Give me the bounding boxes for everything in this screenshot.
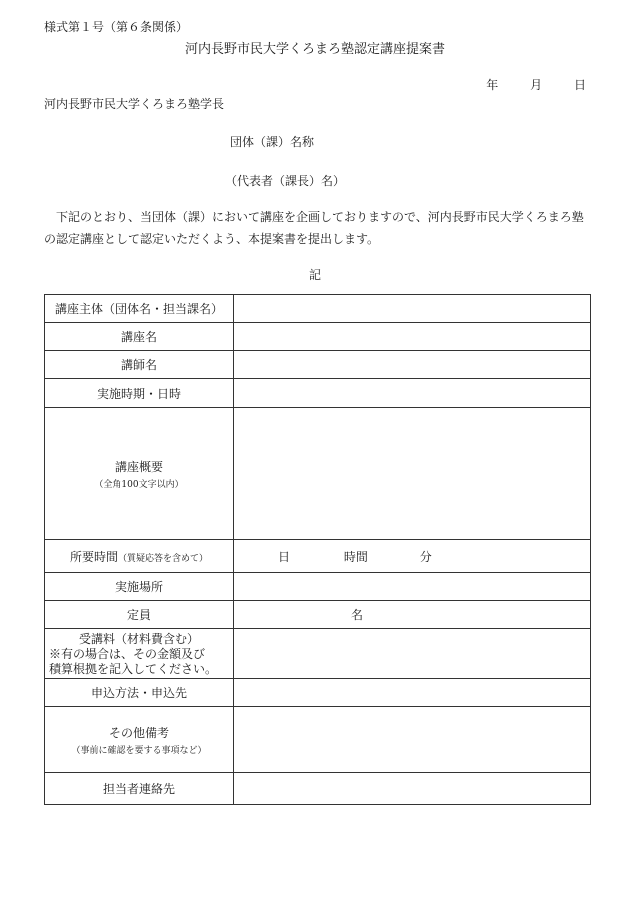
- table-row: [45, 629, 591, 679]
- table-row: [45, 707, 591, 773]
- table-row: [45, 408, 591, 540]
- lecturer-label: 講師名: [45, 351, 234, 379]
- fee-label: 受講料（材料費含む）: [78, 632, 199, 646]
- table-row: [45, 379, 591, 408]
- fee-note-line1: ※有の場合は、その金額及び: [49, 647, 206, 661]
- table-row: [45, 601, 591, 629]
- table-row: [45, 323, 591, 351]
- date-line: [458, 76, 586, 93]
- page-title: 河内長野市民大学くろまろ塾認定講座提案書: [184, 42, 445, 57]
- fee-label-cell: [45, 629, 234, 679]
- capacity-unit: 名: [351, 608, 364, 622]
- table-row: [45, 295, 591, 323]
- table-row: [45, 573, 591, 601]
- contact-label: 担当者連絡先: [45, 773, 234, 805]
- application-label: 申込方法・申込先: [45, 679, 234, 707]
- fee-field[interactable]: [234, 629, 591, 679]
- course-name-field[interactable]: [234, 323, 591, 351]
- addressee: 河内長野市民大学くろまろ塾学長: [44, 97, 225, 111]
- venue-field[interactable]: [234, 573, 591, 601]
- duration-min-label: 分: [419, 549, 432, 564]
- date-day-label: 日: [573, 78, 586, 92]
- period-field[interactable]: [234, 379, 591, 408]
- proposal-table: [44, 294, 591, 805]
- other-note: （事前に確認を要する事項など）: [71, 745, 207, 756]
- organizer-field[interactable]: [234, 295, 591, 323]
- other-field[interactable]: [234, 707, 591, 773]
- lecturer-field[interactable]: [234, 351, 591, 379]
- other-label: その他備考: [108, 725, 169, 740]
- representative-label: （代表者（課長）名）: [225, 174, 346, 188]
- summary-note: （全角100文字以内）: [94, 479, 184, 490]
- application-field[interactable]: [234, 679, 591, 707]
- summary-label: 講座概要: [114, 459, 163, 474]
- venue-label: 実施場所: [45, 573, 234, 601]
- table-row: [45, 351, 591, 379]
- date-month-label: 月: [530, 78, 543, 92]
- capacity-label: 定員: [45, 601, 234, 629]
- body-text: 下記のとおり、当団体（課）において講座を企画しておりますので、河内長野市民大学くろまろ塾の認定講座として認定いただくよう、本提案書を提出します。: [44, 210, 584, 246]
- organizer-label: 講座主体（団体名・担当課名）: [45, 295, 234, 323]
- table-row: [45, 679, 591, 707]
- course-name-label: 講座名: [45, 323, 234, 351]
- duration-hour-label: 時間: [343, 549, 368, 564]
- duration-label-cell: [45, 540, 234, 573]
- ki-heading: 記: [308, 268, 321, 282]
- summary-label-cell: [45, 408, 234, 540]
- summary-field[interactable]: [234, 408, 591, 540]
- date-year-label: 年: [486, 78, 499, 92]
- duration-field[interactable]: [234, 540, 591, 573]
- period-label: 実施時期・日時: [45, 379, 234, 408]
- duration-note: （質疑応答を含めて）: [118, 553, 209, 564]
- contact-field[interactable]: [234, 773, 591, 805]
- form-number: 様式第１号（第６条関係）: [44, 20, 189, 34]
- capacity-field[interactable]: [234, 601, 591, 629]
- table-row: [45, 773, 591, 805]
- table-row: [45, 540, 591, 573]
- org-name-label: 団体（課）名称: [230, 135, 315, 149]
- other-label-cell: [45, 707, 234, 773]
- duration-label: 所要時間: [69, 549, 118, 564]
- fee-note-line2: 積算根拠を記入してください。: [49, 662, 218, 676]
- duration-day-label: 日: [278, 549, 291, 564]
